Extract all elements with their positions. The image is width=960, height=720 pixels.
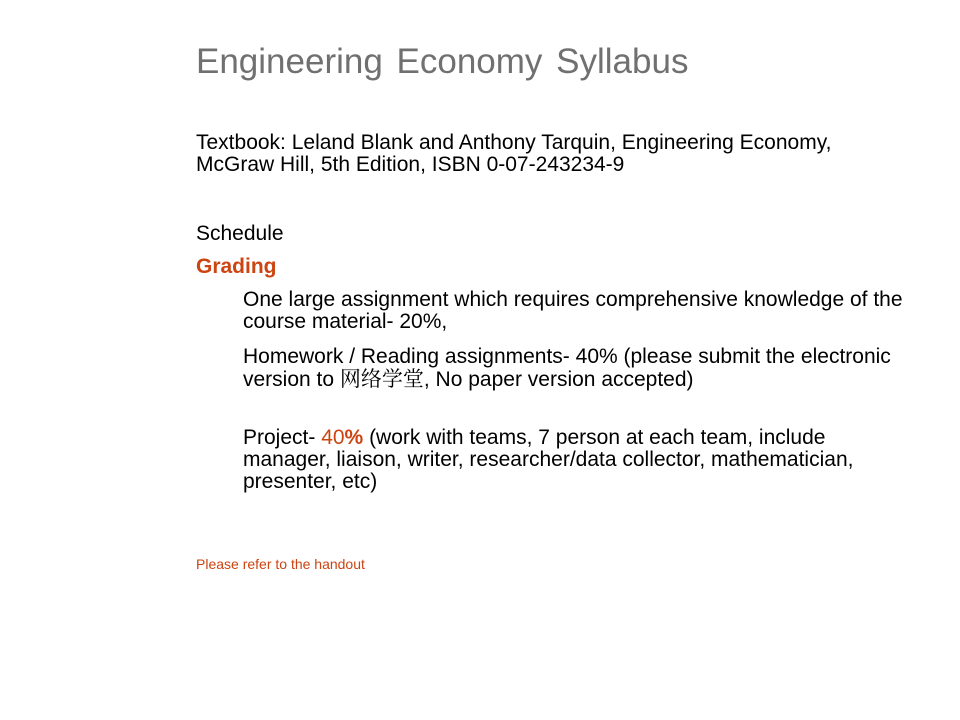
grading-item-project [243, 427, 903, 493]
platform-name: 网络学堂 [339, 367, 424, 391]
schedule-item: Schedule [196, 222, 284, 245]
project-prefix: Project- [243, 426, 322, 449]
grading-heading: Grading [196, 255, 277, 278]
project-percent-sign: % [344, 426, 364, 449]
handout-note: Please refer to the handout [196, 556, 365, 572]
project-description: (work with teams, 7 person at each team, include manager, liaison, writer, researcher/data collector, mathematician, presenter, etc) [243, 426, 854, 493]
grading-item-homework-text: Homework / Reading assignments- 40% (please submit the electronic version to [243, 345, 891, 391]
grading-item-homework [243, 346, 903, 391]
slide-title: Engineering Economy Syllabus [196, 42, 689, 81]
grading-item-assignment [243, 289, 903, 333]
project-percent-value: 40 [321, 426, 345, 449]
grading-item-assignment-text: One large assignment which requires comprehensive knowledge of the course material- 20%, [243, 288, 903, 333]
textbook-info: Textbook: Leland Blank and Anthony Tarquin, Engineering Economy, McGraw Hill, 5th Edition, ISBN 0-07-243234-9 [196, 131, 832, 176]
grading-item-homework-tail: , No paper version accepted) [423, 368, 694, 391]
